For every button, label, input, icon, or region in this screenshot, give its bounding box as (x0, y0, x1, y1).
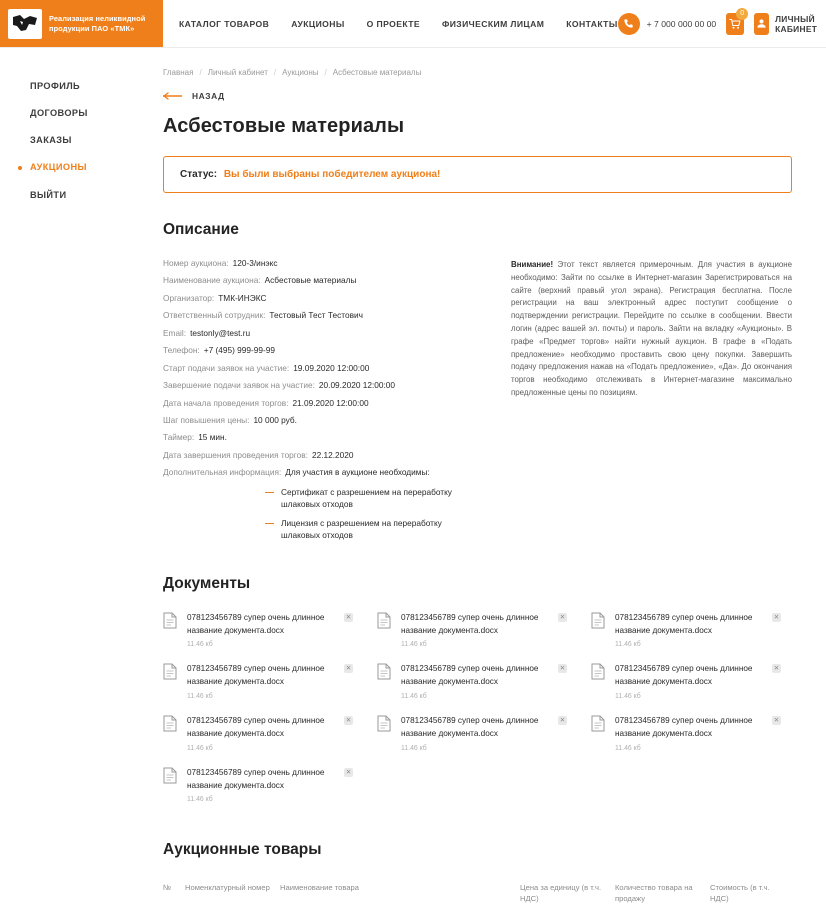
cart-button[interactable] (726, 10, 745, 35)
document-size: 11.46 кб (187, 744, 213, 752)
field-value: 19.09.2020 12:00:00 (293, 362, 370, 373)
breadcrumb-account[interactable]: Личный кабинет (207, 68, 268, 77)
close-icon[interactable]: ✕ (559, 717, 566, 725)
document-name: 078123456789 супер очень длинное название документа.docx (615, 716, 753, 738)
nav-catalog[interactable]: КАТАЛОГ ТОВАРОВ (179, 18, 270, 29)
field-timer (163, 431, 483, 443)
document-size: 11.46 кб (401, 693, 427, 701)
field-extra-info (163, 466, 483, 478)
document-meta (615, 611, 764, 649)
document-name: 078123456789 супер очень длинное название документа.docx (401, 716, 539, 738)
document-name: 078123456789 супер очень длинное название документа.docx (615, 612, 753, 635)
goods-title: Аукционные товары (163, 841, 322, 859)
field-label: Ответственный сотрудник: (163, 310, 266, 321)
page-title: Асбестовые материалы (163, 115, 405, 137)
document-meta (615, 714, 764, 752)
close-icon[interactable]: ✕ (345, 717, 352, 725)
status-badge: Вы были выбраны победителем аукциона! (223, 169, 441, 180)
documents-section (163, 575, 792, 804)
brand-line-1: Реализация неликвидной (49, 13, 146, 23)
field-trading-start (163, 397, 483, 409)
field-value: 22.12.2020 (311, 449, 354, 460)
close-icon[interactable]: ✕ (773, 613, 780, 621)
requirements-list (163, 486, 483, 541)
breadcrumb-auctions[interactable]: Аукционы (282, 68, 319, 77)
document-icon (591, 612, 607, 632)
status-label: Статус: (180, 169, 218, 180)
dash-icon (265, 523, 274, 524)
document-size: 11.46 кб (187, 693, 213, 701)
field-email (163, 327, 483, 339)
brand-line-2: продукции ПАО «ТМК» (49, 23, 135, 33)
document-name: 078123456789 супер очень длинное название документа.docx (187, 767, 325, 790)
arrow-left-icon (163, 92, 183, 100)
close-icon[interactable]: ✕ (773, 717, 780, 725)
sidebar-item-auctions[interactable]: АУКЦИОНЫ (30, 162, 163, 172)
list-item (265, 517, 475, 541)
notice-paragraph (511, 259, 792, 400)
field-bids-start (163, 362, 483, 374)
close-icon[interactable]: ✕ (773, 665, 780, 673)
field-label: Номер аукциона: (163, 258, 229, 268)
field-label: Дата завершения проведения торгов: (163, 449, 308, 460)
site-header (0, 0, 826, 48)
field-responsible (163, 309, 483, 321)
document-icon (377, 612, 393, 632)
document-size: 11.46 кб (401, 744, 427, 752)
document-size: 11.46 кб (615, 641, 641, 649)
nav-contacts[interactable]: КОНТАКТЫ (566, 18, 618, 29)
field-auction-number (163, 257, 483, 269)
document-card[interactable] (591, 611, 781, 649)
document-name: 078123456789 супер очень длинное название документа.docx (187, 716, 325, 738)
field-label: Дата начала проведения торгов: (163, 397, 289, 408)
list-item (265, 486, 475, 510)
document-card[interactable] (377, 714, 567, 752)
document-icon (377, 663, 393, 683)
document-card[interactable] (163, 611, 353, 649)
field-value: 21.09.2020 12:00:00 (292, 397, 369, 408)
account-sidebar (0, 48, 163, 217)
breadcrumb-separator: / (273, 68, 277, 77)
back-button[interactable] (163, 91, 792, 101)
description-notice (511, 257, 792, 541)
nav-about[interactable]: О ПРОЕКТЕ (366, 18, 420, 29)
documents-grid (163, 611, 792, 804)
breadcrumb-home[interactable]: Главная (163, 68, 194, 77)
document-icon (163, 715, 179, 735)
document-name: 078123456789 супер очень длинное название документа.docx (401, 664, 539, 687)
document-name: 078123456789 супер очень длинное название документа.docx (187, 664, 325, 687)
close-icon[interactable]: ✕ (559, 665, 566, 673)
nav-auctions[interactable]: АУКЦИОНЫ (291, 18, 345, 29)
field-value: testonly@test.ru (190, 327, 251, 338)
document-icon (163, 612, 179, 632)
close-icon[interactable]: ✕ (345, 613, 352, 621)
field-label: Наименование аукциона: (163, 275, 261, 286)
page-layout (0, 48, 826, 910)
field-value: ТМК-ИНЭКС (218, 292, 267, 303)
description-title: Описание (163, 221, 239, 238)
notice-body: Этот текст является примерочным. Для участия в аукционе необходимо: Зайти по ссылке в Интернет-магазин Зарегистрироваться на сайте (верхний правый угол экрана). Регистрация бесплатна. После регистрации на ваш электронный адрес поступит сообщение о подтверждении регистрации. Перейдите по ссылке в сообщении. Ввести логин (адрес вашей эл. почты) и пароль. Зайти на вкладку «Аукционы». В графе «Предмет торгов» найти нужный аукцион. В графе в «Подать предложение» необходимо проставить свою цену покупки. Завершить подачу предложения нажав на «Подать предложение», «Да». До окончания торгов необходимо отслеживать в Интернет-магазине максимально предложенные цены по позициям. (511, 260, 792, 397)
document-card[interactable] (163, 714, 353, 752)
field-phone (163, 344, 483, 356)
document-name: 078123456789 супер очень длинное название документа.docx (401, 612, 539, 635)
phone-number[interactable]: + 7 000 000 00 00 (646, 18, 717, 29)
requirement-text: Лицензия с разрешением на переработку шлаковых отходов (281, 517, 442, 540)
back-label: НАЗАД (192, 91, 225, 101)
column-product-name: Наименование товара (280, 883, 359, 893)
field-value: +7 (495) 999-99-99 (203, 345, 275, 356)
document-icon (377, 715, 393, 735)
document-meta (615, 662, 764, 700)
field-label: Завершение подачи заявок на участие: (163, 380, 315, 391)
status-banner (163, 156, 792, 193)
document-icon (591, 715, 607, 735)
close-icon[interactable]: ✕ (559, 613, 566, 621)
field-label: Шаг повышения цены: (163, 414, 250, 425)
field-trading-end (163, 449, 483, 461)
field-value: 20.09.2020 12:00:00 (318, 380, 396, 391)
document-name: 078123456789 супер очень длинное название документа.docx (615, 664, 753, 687)
dash-icon (265, 492, 274, 493)
document-size: 11.46 кб (187, 796, 213, 804)
document-icon (591, 663, 607, 683)
field-value: 15 мин. (198, 432, 227, 443)
close-icon[interactable]: ✕ (345, 665, 352, 673)
goods-table (163, 877, 792, 910)
column-total-cost: Стоимость (в т.ч. НДС) (710, 883, 770, 903)
breadcrumb-current: Асбестовые материалы (332, 68, 422, 77)
account-button[interactable] (754, 13, 826, 35)
document-icon (163, 767, 179, 787)
phone-icon (618, 13, 640, 35)
document-size: 11.46 кб (615, 693, 641, 701)
field-value: 10 000 руб. (253, 414, 297, 425)
account-label: ЛИЧНЫЙ КАБИНЕТ (775, 13, 818, 34)
header-actions (618, 0, 826, 47)
documents-title: Документы (163, 574, 251, 592)
main-nav (163, 0, 618, 47)
sidebar-item-contracts[interactable]: ДОГОВОРЫ (30, 108, 88, 118)
column-unit-price: Цена за единицу (в т.ч. НДС) (520, 883, 602, 903)
auction-goods-section (163, 841, 792, 910)
document-size: 11.46 кб (187, 641, 213, 649)
notice-bold: Внимание! (511, 260, 554, 269)
description-fields (163, 257, 483, 541)
document-meta (187, 611, 336, 649)
sidebar-item-profile[interactable]: ПРОФИЛЬ (30, 81, 81, 91)
document-size: 11.46 кб (401, 641, 427, 649)
close-icon[interactable]: ✕ (345, 768, 352, 776)
field-label: Организатор: (163, 292, 215, 303)
document-meta (401, 662, 550, 700)
field-label: Телефон: (163, 345, 200, 356)
document-meta (187, 662, 336, 700)
document-icon (163, 663, 179, 683)
breadcrumb-separator: / (199, 68, 202, 77)
column-number: № (163, 883, 172, 893)
user-icon (754, 13, 769, 35)
field-organizer (163, 292, 483, 304)
field-label: Таймер: (163, 432, 195, 443)
field-value: Асбестовые материалы (264, 275, 357, 286)
document-card[interactable] (591, 662, 781, 700)
field-label: Старт подачи заявок на участие: (163, 362, 290, 373)
field-bids-end (163, 379, 483, 391)
field-label: Email: (163, 327, 187, 338)
table-header-row (163, 877, 792, 910)
field-value: 120-3/инэкс (232, 258, 278, 268)
column-quantity: Количество товара на продажу (615, 883, 693, 903)
document-meta (187, 714, 336, 752)
field-price-step (163, 414, 483, 426)
field-value: Тестовый Тест Тестович (269, 310, 363, 321)
field-label: Дополнительная информация: (163, 467, 282, 478)
brand-block[interactable] (0, 0, 163, 47)
breadcrumb-separator: / (324, 68, 327, 77)
document-card[interactable] (163, 766, 353, 804)
field-value: Для участия в аукционе необходимы: (285, 467, 430, 478)
main-content (163, 48, 826, 910)
document-meta (401, 714, 550, 752)
document-meta (401, 611, 550, 649)
document-card[interactable] (377, 611, 567, 649)
phone-block[interactable] (618, 13, 717, 35)
field-auction-name (163, 274, 483, 286)
requirement-text: Сертификат с разрешением на переработку шлаковых отходов (281, 486, 452, 509)
brand-text (49, 14, 145, 34)
description-columns (163, 257, 792, 541)
document-meta (187, 766, 336, 804)
document-card[interactable] (163, 662, 353, 700)
cart-count-badge: 0 (736, 8, 748, 20)
bull-logo-icon (8, 9, 42, 39)
sidebar-item-orders[interactable]: ЗАКАЗЫ (30, 135, 72, 145)
document-name: 078123456789 супер очень длинное название документа.docx (187, 612, 325, 635)
document-card[interactable] (591, 714, 781, 752)
document-size: 11.46 кб (615, 744, 641, 752)
column-nomenclature: Номенклатурный номер (185, 883, 270, 893)
breadcrumb (163, 48, 792, 91)
nav-individuals[interactable]: ФИЗИЧЕСКИМ ЛИЦАМ (442, 18, 545, 29)
document-card[interactable] (377, 662, 567, 700)
sidebar-item-logout[interactable]: ВЫЙТИ (30, 190, 67, 200)
